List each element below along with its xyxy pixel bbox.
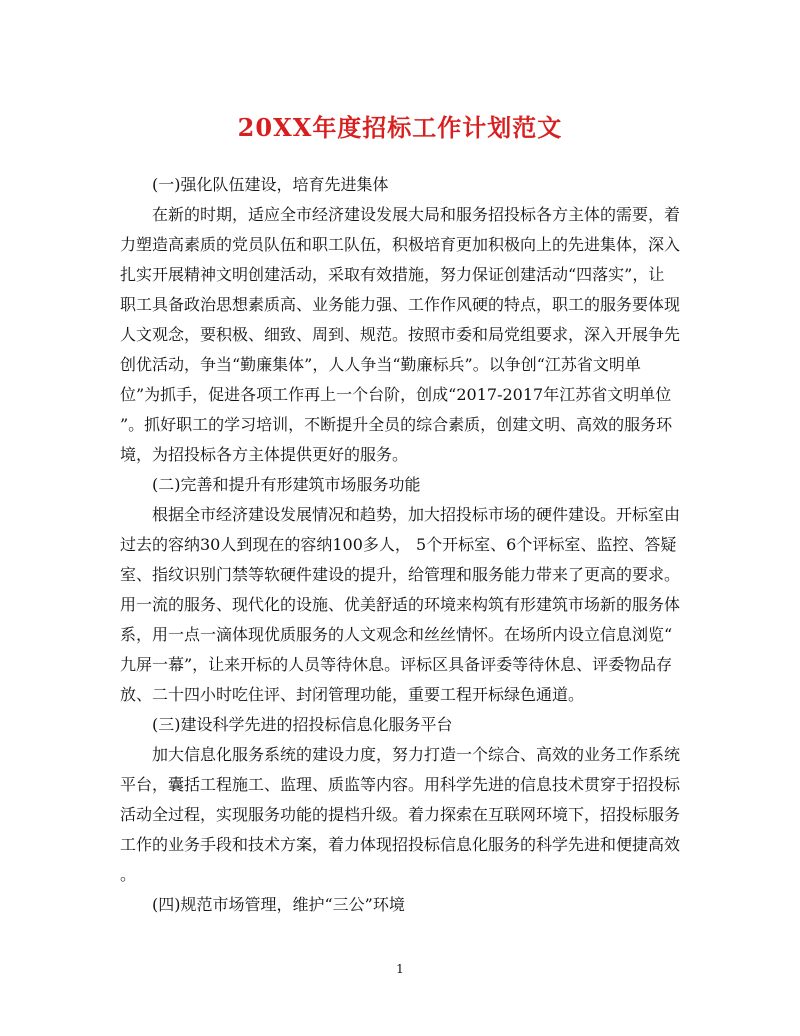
paragraph-line: ”。抓好职工的学习培训，不断提升全员的综合素质，创建文明、高效的服务环 (120, 415, 673, 434)
paragraph-line: 根据全市经济建设发展情况和趋势，加大招投标市场的硬件建设。开标室由 (152, 505, 680, 524)
paragraph-line: 过去的容纳30人到现在的容纳100多人， 5个开标室、6个评标室、监控、答疑 (120, 535, 677, 554)
paragraph-line: 。 (120, 865, 137, 884)
paragraph-line: 扎实开展精神文明创建活动，采取有效措施，努力保证创建活动“四落实”，让 (120, 265, 665, 284)
paragraph-line: 境，为招投标各方主体提供更好的服务。 (120, 445, 409, 464)
paragraph-line: 在新的时期，适应全市经济建设发展大局和服务招投标各方主体的需要，着 (152, 205, 680, 224)
paragraph-line: 九屏一幕”，让来开标的人员等待休息。评标区具备评委等待休息、评委物品存 (120, 655, 673, 674)
paragraph-line: 活动全过程，实现服务功能的提档升级。着力探索在互联网环境下，招投标服务 (120, 805, 680, 824)
paragraph-line: 工作的业务手段和技术方案，着力体现招投标信息化服务的科学先进和便捷高效 (120, 835, 680, 854)
page-number: 1 (396, 962, 404, 976)
document-title: 20XX年度招标工作计划范文 (237, 113, 563, 142)
paragraph-line: 加大信息化服务系统的建设力度，努力打造一个综合、高效的业务工作系统 (152, 745, 680, 764)
paragraph-line: 平台，囊括工程施工、监理、质监等内容。用科学先进的信息技术贯穿于招投标 (120, 775, 680, 794)
section-heading: (一)强化队伍建设，培育先进集体 (152, 175, 389, 194)
paragraph-line: 创优活动，争当“勤廉集体”，人人争当“勤廉标兵”。以争创“江苏省文明单 (120, 355, 641, 374)
paragraph-line: 位”为抓手，促进各项工作再上一个台阶，创成“2017-2017年江苏省文明单位 (120, 385, 672, 404)
paragraph-line: 放、二十四小时吃住评、封闭管理功能，重要工程开标绿色通道。 (120, 685, 585, 704)
paragraph-line: 用一流的服务、现代化的设施、优美舒适的环境来构筑有形建筑市场新的服务体 (120, 595, 680, 614)
section-heading: (四)规范市场管理，维护“三公”环境 (152, 895, 405, 914)
paragraph-line: 系，用一点一滴体现优质服务的人文观念和丝丝情怀。在场所内设立信息浏览“ (120, 625, 673, 644)
paragraph-line: 室、指纹识别门禁等软硬件建设的提升，给管理和服务能力带来了更高的要求。 (120, 565, 680, 584)
section-heading: (二)完善和提升有形建筑市场服务功能 (152, 475, 421, 494)
section-heading: (三)建设科学先进的招投标信息化服务平台 (152, 715, 453, 734)
paragraph-line: 职工具备政治思想素质高、业务能力强、工作作风硬的特点，职工的服务要体现 (120, 295, 680, 314)
paragraph-line: 力塑造高素质的党员队伍和职工队伍，积极培育更加积极向上的先进集体，深入 (120, 235, 680, 254)
document-body (120, 170, 680, 920)
paragraph-line: 人文观念，要积极、细致、周到、规范。按照市委和局党组要求，深入开展争先 (120, 325, 680, 344)
